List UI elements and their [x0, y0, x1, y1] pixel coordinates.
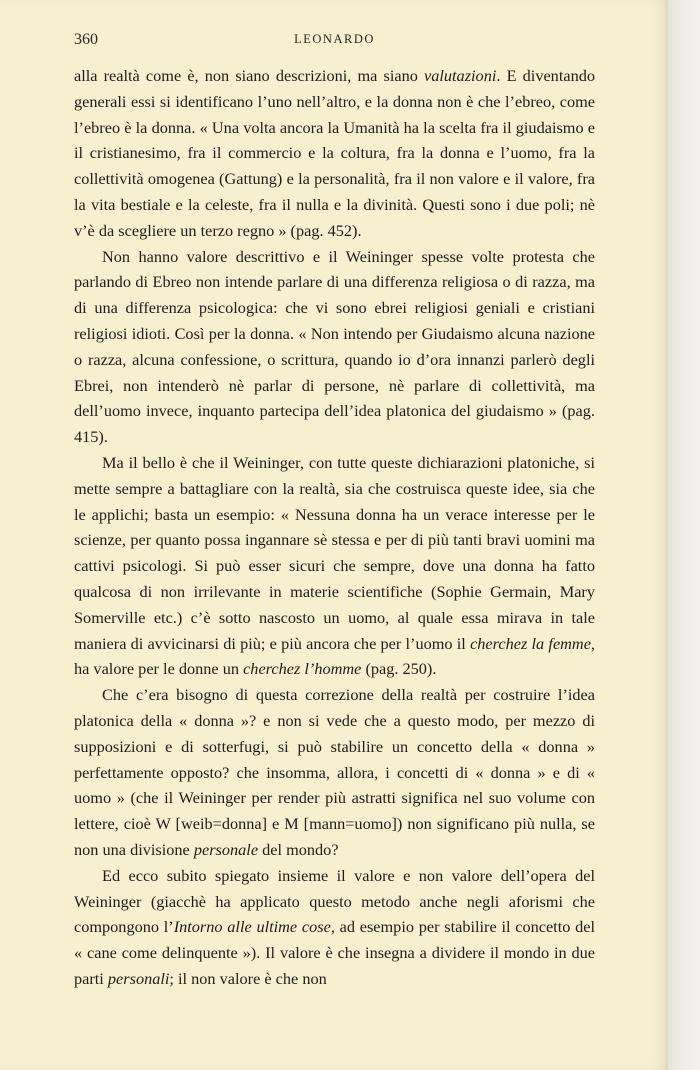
text-run: (pag. 250).: [361, 659, 437, 679]
italic-text: cherchez la femme: [470, 633, 591, 653]
text-run: Non hanno valore descrittivo e il Weininger spesse volte protesta che parlando di Ebreo non intende parlare di una differenza religiosa o di razza, ma di una differenza psicologica: che vi sono ebrei religiosi geniali e cristiani religiosi idioti. Così per la donna. « Non intendo per Giudaismo alcuna nazione o razza, alcuna confessione, o scrittura, quando io d’ora innanzi parlerò degli Ebrei, non intenderò nè parlar di persone, nè parlare di collettività, ma dell’uomo invece, inquanto partecipa dell’idea platonica del giudaismo » (pag. 415).: [74, 246, 595, 447]
body-text: [74, 63, 595, 992]
text-run: Ed ecco subito spiegato insieme il valore e non valore dell’opera del Weininger (giacchè ha applicato questo metodo anche negli aforismi che compongono l’: [74, 865, 595, 937]
italic-text: cherchez l’homme: [243, 659, 362, 679]
text-run: del mondo?: [258, 839, 339, 859]
italic-text: personali: [107, 968, 170, 988]
text-run: alla realtà come è, non siano descrizioni, ma siano: [74, 66, 424, 85]
page-number: 360: [74, 31, 98, 48]
page-edge: [668, 0, 700, 1070]
text-run: ; il non valore è che non: [169, 968, 327, 988]
text-run: . E diventando generali essi si identificano l’uno nell’altro, e la donna non è che l’ebreo, come l’ebreo è la donna. « Una volta ancora la Umanità ha la scelta fra il giudaismo e il cristianesimo, fra il commercio e la coltura, fra la donna e l’uomo, fra la collettività omogenea (Gattung) e la personalità, fra il non valore e il valore, fra la vita bestiale e la celeste, fra il nulla e la divinità. Questi sono i due poli; nè v’è da scegliere un terzo regno » (pag. 452).: [74, 66, 595, 240]
italic-text: personale: [193, 839, 259, 859]
paragraph: [74, 63, 595, 244]
paragraph: [74, 863, 595, 992]
page-header: [74, 31, 595, 51]
text-run: , ha valore per le donne un: [74, 633, 595, 679]
text-run: Che c’era bisogno di questa correzione della realtà per costruire l’idea platonica della « donna »? e non si vede che a questo modo, per mezzo di supposizioni e di sotterfugi, si può stabilire un concetto della « donna » perfettamente opposto? che insomma, allora, i concetti di « donna » e di « uomo » (che il Weininger per render più astratti significa nel suo volume con lettere, cioè W [weib=donna] e M [mann=uomo]) non significano più nulla, se non una divisione: [74, 685, 595, 859]
running-head: LEONARDO: [294, 32, 375, 46]
paragraph: [74, 682, 595, 863]
italic-text: valutazioni: [424, 66, 497, 85]
text-run: , ad esempio per stabilire il concetto del « cane come delinquente »). Il valore è che insegna a dividere il mondo in due parti: [74, 917, 596, 988]
paragraph: [74, 450, 595, 682]
paragraph: [74, 244, 595, 450]
text-run: Ma il bello è che il Weininger, con tutte queste dichiarazioni platoniche, si mette sempre a battagliare con la realtà, sia che costruisca queste idee, sia che le applichi; basta un esempio: « Nessuna donna ha un verace interesse per le scienze, per quanto possa ingannare sè stessa e per di più tanti bravi uomini ma cattivi psicologi. Si può esser sicuri che sempre, dove una donna ha fatto qualcosa di non irrilevante in materie scientifiche (Sophie Germain, Mary Somerville etc.) c’è sotto nascosto un uomo, al quale essa mirava in tale maniera di avvicinarsi di più; e più ancora che per l’uomo il: [74, 452, 595, 653]
italic-text: Intorno alle ultime cose: [173, 917, 331, 937]
